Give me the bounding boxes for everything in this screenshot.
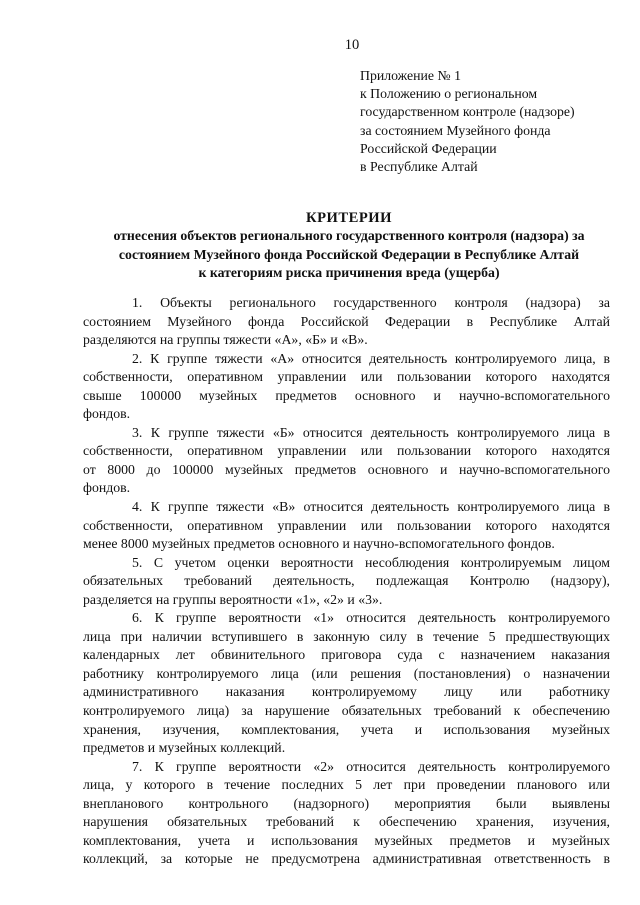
paragraph-line: собственности, оперативном управлении или пользовании которого находятся <box>83 517 610 533</box>
paragraph-2 <box>83 350 610 424</box>
paragraph-line: от 8000 до 100000 музейных предметов основного и научно-вспомогательного <box>83 461 610 477</box>
appendix-line: к Положению о региональном <box>360 86 538 102</box>
paragraph-1 <box>83 294 610 350</box>
paragraph-line: лица при наличии вступившего в законную силу в течение 5 предшествующих <box>83 628 610 644</box>
paragraph-line: административного наказания контролируемому лицу или работнику <box>83 684 610 700</box>
paragraph-line: внепланового контрольного (надзорного) мероприятия были выявлены <box>83 795 610 811</box>
title-subtitle-line: отнесения объектов регионального государственного контроля (надзора) за <box>113 228 585 243</box>
paragraph-line: лица, у которого в течение последних 5 лет при проведении планового или <box>83 777 610 793</box>
paragraph-line: фондов. <box>83 480 131 496</box>
paragraph-line: фондов. <box>83 406 131 422</box>
paragraph-line: обязательных требований деятельность, подлежащая Контролю (надзору), <box>83 573 610 589</box>
paragraph-line: 6. К группе вероятности «1» относится деятельность контролируемого <box>132 610 610 626</box>
paragraph-3 <box>83 424 610 498</box>
appendix-line: государственном контроле (надзоре) <box>360 104 575 120</box>
paragraph-line: менее 8000 музейных предметов основного и научно-вспомогательного фондов. <box>83 536 555 552</box>
appendix-heading <box>360 67 630 176</box>
paragraph-line: 7. К группе вероятности «2» относится деятельность контролируемого <box>132 758 610 774</box>
document-title <box>83 209 615 283</box>
paragraph-5 <box>83 554 610 610</box>
paragraph-line: 3. К группе тяжести «Б» относится деятельность контролируемого лица в <box>132 424 610 440</box>
paragraph-line: работнику контролируемого лица (или решения (постановления) о назначении <box>83 665 610 681</box>
title-subtitle-line: состоянием Музейного фонда Российской Федерации в Республике Алтай <box>118 246 580 262</box>
paragraph-line: коллекций, за которые не предусмотрена административная ответственность в <box>83 851 610 867</box>
paragraph-line: 1. Объекты регионального государственного контроля (надзора) за <box>132 295 610 310</box>
appendix-line: Российской Федерации <box>360 140 497 156</box>
title-subtitle-line: к категориям риска причинения вреда (ущерба) <box>198 265 500 280</box>
paragraph-line: 5. С учетом оценки вероятности несоблюдения контролируемым лицом <box>132 554 610 570</box>
appendix-line: Приложение № 1 <box>360 68 462 83</box>
paragraph-line: хранения, изучения, комплектования, учета и использования музейных <box>83 721 610 737</box>
paragraph-line: 2. К группе тяжести «А» относится деятельность контролируемого лица, в <box>132 350 610 366</box>
paragraph-line: разделяется на группы вероятности «1», «2» и «3». <box>83 591 383 607</box>
page-number: 10 <box>344 37 360 53</box>
document-body <box>83 294 610 869</box>
paragraph-line: собственности, оперативном управлении или пользовании которого находятся <box>83 443 610 459</box>
paragraph-line: предметов и музейных коллекций. <box>83 740 286 756</box>
paragraph-line: разделяются на группы тяжести «А», «Б» и «В». <box>83 332 368 348</box>
title-main: КРИТЕРИИ <box>306 210 392 226</box>
paragraph-6 <box>83 609 610 757</box>
paragraph-line: контролируемого лица) за нарушение обязательных требований к обеспечению <box>83 703 610 719</box>
title-subtitle <box>83 227 615 283</box>
appendix-line: за состоянием Музейного фонда <box>360 122 551 138</box>
paragraph-line: календарных лет обвинительного приговора суда с назначением наказания <box>83 647 610 663</box>
paragraph-line: свыше 100000 музейных предметов основного и научно-вспомогательного <box>83 387 610 403</box>
paragraph-7 <box>83 758 610 869</box>
paragraph-line: собственности, оперативном управлении или пользовании которого находятся <box>83 369 610 385</box>
paragraph-4 <box>83 498 610 554</box>
paragraph-line: состоянием Музейного фонда Российской Федерации в Республике Алтай <box>83 313 610 329</box>
paragraph-line: нарушения обязательных требований к обеспечению хранения, изучения, <box>83 814 610 830</box>
appendix-line: в Республике Алтай <box>360 159 478 175</box>
paragraph-line: комплектования, учета и использования музейных предметов и музейных <box>83 832 610 848</box>
paragraph-line: 4. К группе тяжести «В» относится деятельность контролируемого лица в <box>132 499 610 515</box>
